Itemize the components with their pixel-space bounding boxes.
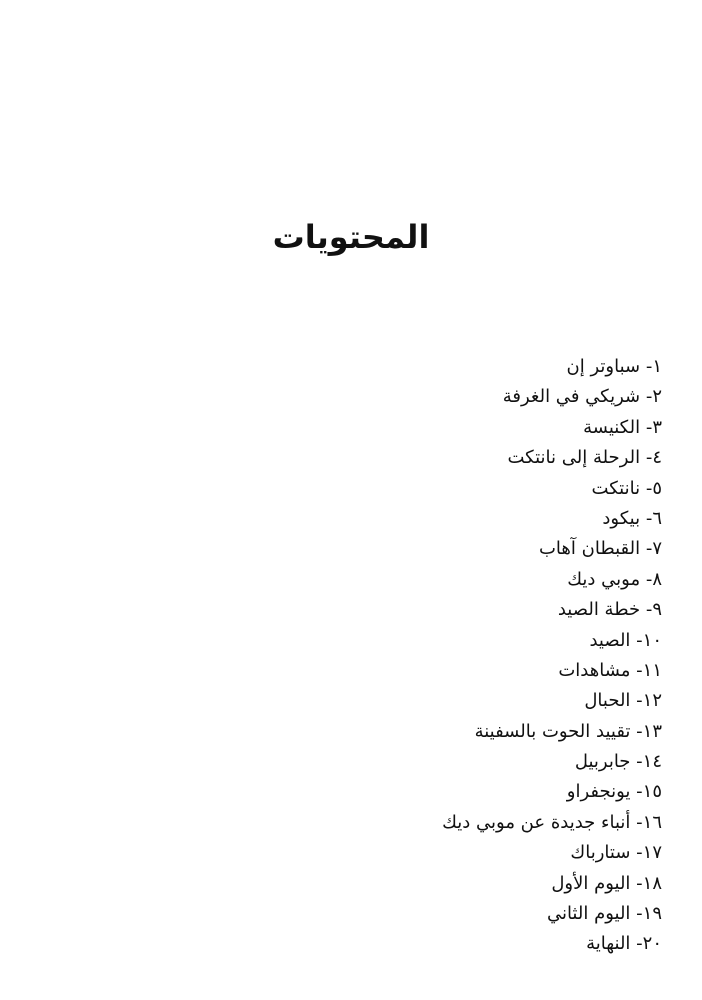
toc-item-11 (202, 656, 662, 686)
toc-item-label: ٥- نانتكت (591, 477, 662, 499)
toc-item-20 (202, 929, 662, 959)
toc-item-18 (202, 869, 662, 899)
toc-item-16 (202, 808, 662, 838)
toc-item-label: ١٨- اليوم الأول (551, 872, 662, 894)
toc-item-label: ٢٠- النهاية (586, 933, 662, 955)
toc-item-8 (202, 565, 662, 595)
toc-item-15 (202, 777, 662, 807)
toc-item-label: ٢- شريكي في الغرفة (502, 386, 662, 408)
toc-item-17 (202, 838, 662, 868)
toc-item-label: ١٤- جابربيل (574, 751, 662, 773)
page-title: المحتويات (272, 218, 430, 256)
table-of-contents-list (202, 352, 662, 960)
toc-item-label: ٨- موبي ديك (567, 568, 662, 590)
toc-item-label: ٦- بيكود (602, 507, 662, 529)
toc-item-7 (202, 534, 662, 564)
toc-item-5 (202, 474, 662, 504)
toc-item-label: ١٠- الصيد (589, 629, 662, 651)
toc-item-label: ٧- القبطان آهاب (538, 538, 662, 560)
toc-item-13 (202, 717, 662, 747)
toc-item-label: ١٢- الحبال (584, 690, 662, 712)
toc-item-3 (202, 413, 662, 443)
toc-item-19 (202, 899, 662, 929)
toc-item-label: ٤- الرحلة إلى نانتكت (507, 447, 662, 469)
toc-item-10 (202, 626, 662, 656)
toc-item-label: ١- سباوتر إن (566, 356, 662, 377)
toc-item-4 (202, 443, 662, 473)
toc-item-2 (202, 382, 662, 412)
toc-item-label: ١٥- يونجفراو (566, 781, 662, 803)
toc-item-label: ٣- الكنيسة (583, 416, 662, 438)
toc-item-12 (202, 686, 662, 716)
toc-item-label: ١٣- تقييد الحوت بالسفينة (474, 720, 662, 742)
toc-item-label: ١٦- أنباء جديدة عن موبي ديك (442, 811, 662, 833)
toc-item-label: ١١- مشاهدات (558, 659, 662, 681)
toc-item-label: ٩- خطة الصيد (557, 599, 662, 621)
toc-item-label: ١٩- اليوم الثاني (546, 903, 662, 925)
toc-item-14 (202, 747, 662, 777)
toc-item-6 (202, 504, 662, 534)
toc-item-1 (202, 352, 662, 382)
toc-item-label: ١٧- ستارباك (570, 842, 662, 864)
toc-item-9 (202, 595, 662, 625)
